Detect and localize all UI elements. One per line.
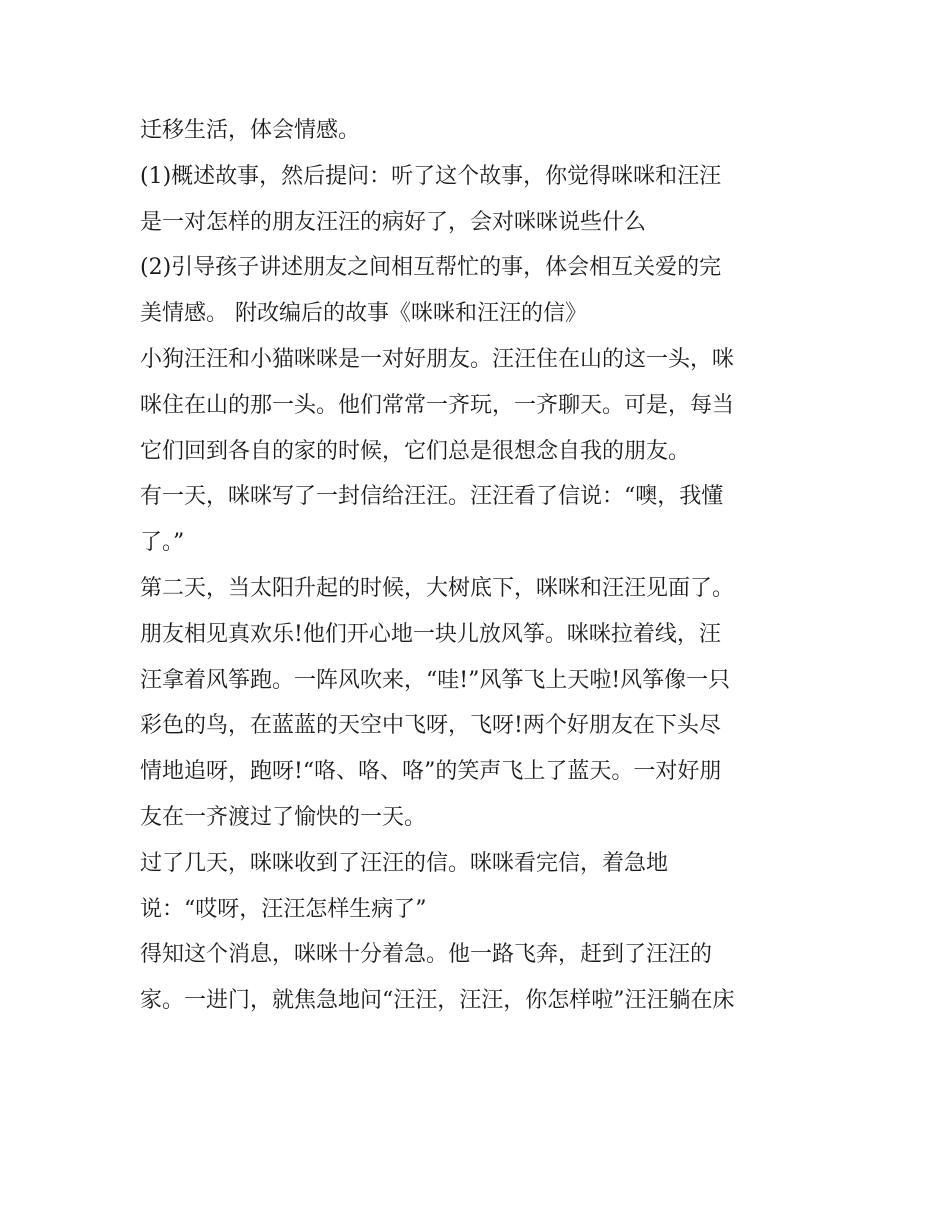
text-line: 有一天，咪咪写了一封信给汪汪。汪汪看了信说：“噢，我懂 [140, 484, 724, 510]
text-line: 它们回到各自的家的时候，它们总是很想念自我的朋友。 [140, 438, 691, 464]
text-line: 咪住在山的那一头。他们常常一齐玩，一齐聊天。可是，每当 [140, 392, 735, 418]
text-line: 了。” [140, 530, 185, 556]
text-line: 过了几天，咪咪收到了汪汪的信。咪咪看完信，着急地 [140, 850, 669, 876]
text-line: 美情感。 附改编后的故事《咪咪和汪汪的信》 [140, 301, 587, 327]
text-line: 朋友相见真欢乐!他们开心地一块儿放风筝。咪咪拉着线，汪 [140, 621, 721, 647]
text-line: 说：“哎呀，汪汪怎样生病了” [140, 896, 427, 922]
text-line: (1)概述故事，然后提问：听了这个故事，你觉得咪咪和汪汪 [140, 163, 722, 189]
text-line: 友在一齐渡过了愉快的一天。 [140, 804, 427, 830]
text-line: (2)引导孩子讲述朋友之间相互帮忙的事，体会相互关爱的完 [140, 255, 722, 281]
text-line: 小狗汪汪和小猫咪咪是一对好朋友。汪汪住在山的这一头，咪 [140, 346, 735, 372]
text-line: 迁移生活，体会情感。 [140, 118, 361, 143]
story-text [140, 108, 820, 1024]
text-line: 得知这个消息，咪咪十分着急。他一路飞奔，赶到了汪汪的 [140, 942, 713, 968]
text-line: 是一对怎样的朋友汪汪的病好了，会对咪咪说些什么 [140, 209, 647, 235]
text-line: 家。一进门，就焦急地问“汪汪，汪汪，你怎样啦”汪汪躺在床 [140, 988, 735, 1014]
text-line: 彩色的鸟，在蓝蓝的天空中飞呀，飞呀!两个好朋友在下头尽 [140, 713, 721, 739]
text-line: 情地追呀，跑呀!“咯、咯、咯”的笑声飞上了蓝天。一对好朋 [140, 759, 722, 785]
text-line: 第二天，当太阳升起的时候，大树底下，咪咪和汪汪见面了。 [140, 575, 735, 601]
text-line: 汪拿着风筝跑。一阵风吹来，“哇!”风筝飞上天啦!风筝像一只 [140, 667, 731, 693]
